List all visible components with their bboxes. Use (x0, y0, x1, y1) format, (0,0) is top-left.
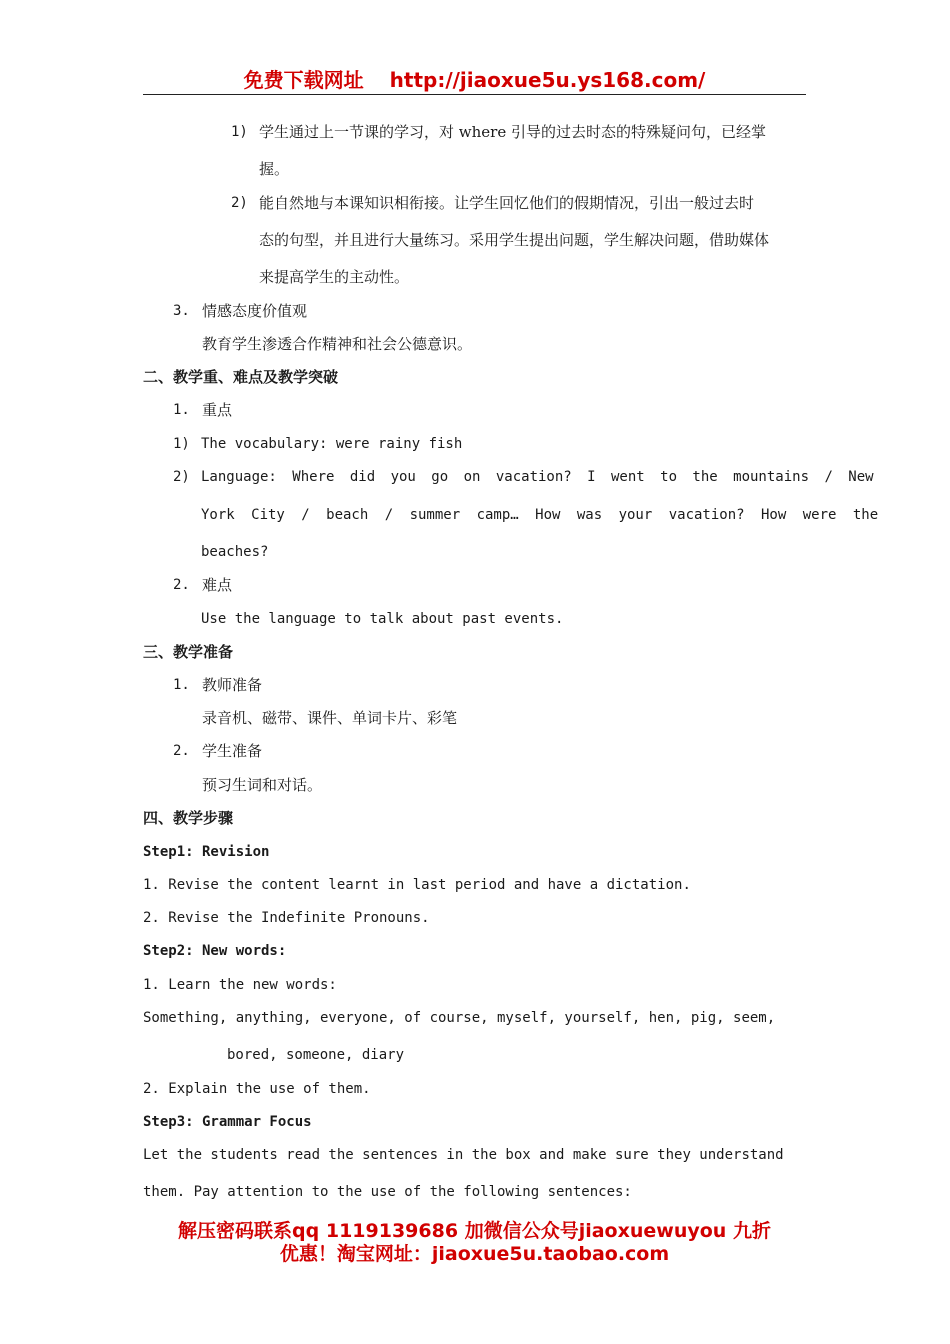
item-3-title: 情感态度价值观 (202, 302, 308, 320)
vocab-number: 1) (173, 436, 190, 452)
language-number: 2) (173, 469, 190, 485)
item-2-line-2: 态的句型，并且进行大量练习。采用学生提出问题，学生解决问题，借助媒体 (259, 231, 770, 249)
step-1-item-1: 1. Revise the content learnt in last period and have a dictation. (143, 877, 691, 893)
footer-password-label: 解压密码联系 (178, 1220, 293, 1242)
footer-shop-url[interactable]: jiaoxue5u.taobao.com (431, 1243, 670, 1265)
step-3-line-2: them. Pay attention to the use of the following sentences: (143, 1184, 632, 1200)
step-2-item-1: 1. Learn the new words: (143, 977, 337, 993)
step-3-line-1: Let the students read the sentences in the box and make sure they understand (143, 1147, 784, 1163)
student-prep-number: 2. (173, 743, 190, 759)
site-url-link[interactable]: http://jiaoxue5u.ys168.com/ (389, 68, 706, 92)
step-2-title: Step2: New words: (143, 943, 287, 959)
footer-discount: 九折 (732, 1220, 771, 1242)
key-point-number: 1. (173, 402, 190, 418)
teacher-prep-text: 录音机、磁带、课件、单词卡片、彩笔 (202, 709, 458, 727)
section-4-heading: 四、教学步骤 (143, 809, 234, 827)
footer-shop-label: 优惠！淘宝网址： (279, 1243, 432, 1265)
step-3-title: Step3: Grammar Focus (143, 1114, 312, 1130)
item-3-text: 教育学生渗透合作精神和社会公德意识。 (202, 335, 473, 353)
item-1-line-1: 学生通过上一节课的学习，对 where 引导的过去时态的特殊疑问句，已经掌 (259, 123, 766, 141)
step-2-words-line-1: Something, anything, everyone, of course, myself, yourself, hen, pig, seem, (143, 1010, 776, 1026)
difficulty-text: Use the language to talk about past events. (201, 611, 564, 627)
teacher-prep-number: 1. (173, 677, 190, 693)
step-2-words-line-2: bored, someone, diary (227, 1047, 405, 1063)
item-1-line-2: 握。 (259, 160, 290, 178)
footer-line-1 (143, 1220, 806, 1242)
language-line-1: Language: Where did you go on vacation? I went to the mountains / New (201, 469, 874, 485)
footer-line-2 (143, 1243, 806, 1265)
difficulty-title: 难点 (202, 576, 233, 594)
student-prep-title: 学生准备 (202, 742, 263, 760)
key-point-title: 重点 (202, 401, 233, 419)
step-1-title: Step1: Revision (143, 844, 270, 860)
difficulty-number: 2. (173, 577, 190, 593)
footer-qq: qq 1119139686 (292, 1220, 459, 1242)
footer-wechat-id: jiaoxuewuyou (578, 1220, 727, 1242)
page-header (143, 68, 806, 95)
item-2-number: 2) (231, 195, 248, 211)
student-prep-text: 预习生词和对话。 (202, 776, 323, 794)
section-3-heading: 三、教学准备 (143, 643, 234, 661)
language-line-3: beaches? (201, 544, 269, 560)
language-line-2: York City / beach / summer camp… How was your vacation? How were the (201, 507, 879, 523)
section-2-heading: 二、教学重、难点及教学突破 (143, 368, 339, 386)
site-label: 免费下载网址 (243, 68, 364, 92)
vocab-text: The vocabulary: were rainy fish (201, 436, 463, 452)
item-2-line-1: 能自然地与本课知识相衔接。让学生回忆他们的假期情况，引出一般过去时 (259, 194, 755, 212)
item-2-line-3: 来提高学生的主动性。 (259, 268, 410, 286)
item-1-number: 1) (231, 124, 248, 140)
item-3-number: 3. (173, 303, 190, 319)
teacher-prep-title: 教师准备 (202, 676, 263, 694)
step-1-item-2: 2. Revise the Indefinite Pronouns. (143, 910, 430, 926)
step-2-item-2: 2. Explain the use of them. (143, 1081, 371, 1097)
footer-wechat-label: 加微信公众号 (464, 1220, 579, 1242)
